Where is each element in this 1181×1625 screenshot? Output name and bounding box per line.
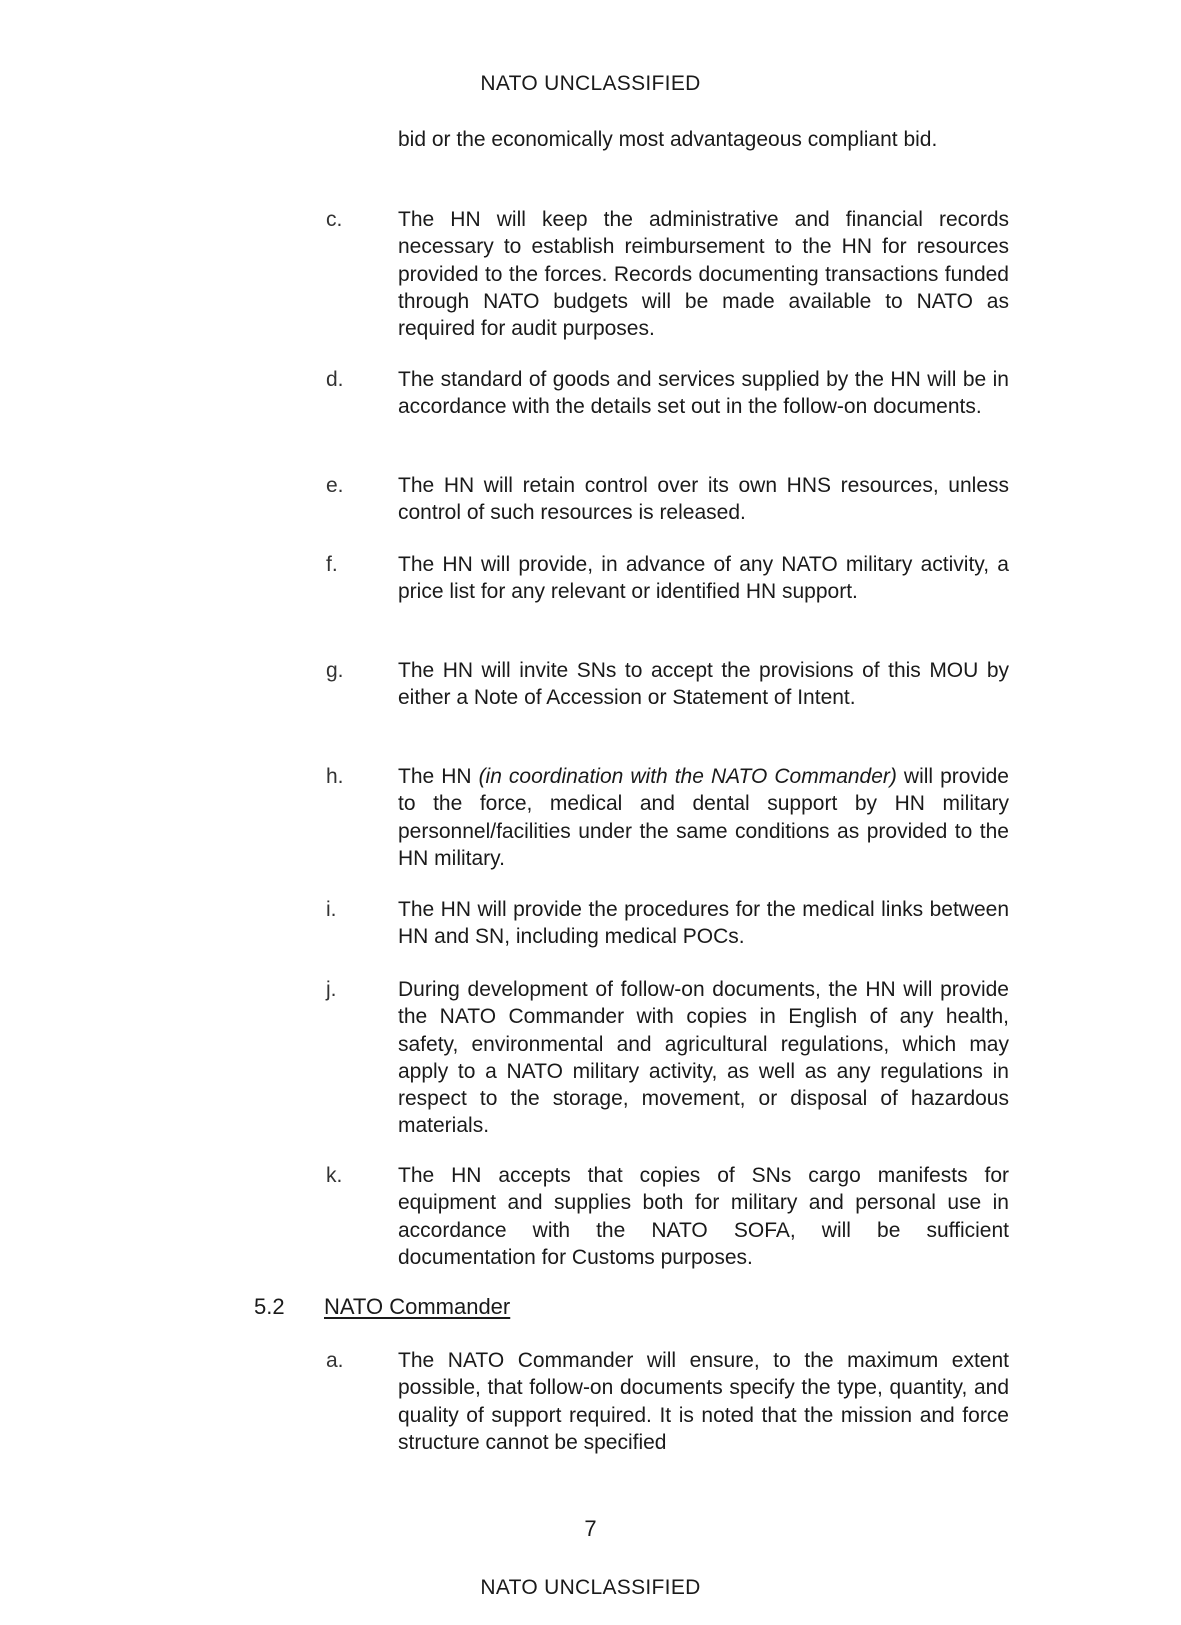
- item-text: The HN will provide the procedures for the medical links between HN and SN, including medical POCs.: [398, 898, 1009, 949]
- item-text: The HN will keep the administrative and financial records necessary to establish reimbursement to the HN for resources provided to the forces. Records documenting transactions funded through NATO budgets will be made available to NATO as required for audit purposes.: [398, 208, 1009, 341]
- item-letter: d.: [326, 368, 344, 391]
- item-text: The HN will provide, in advance of any NATO military activity, a price list for any relevant or identified HN support.: [398, 553, 1009, 604]
- item-letter: e.: [326, 474, 344, 497]
- item-text: [398, 763, 1009, 872]
- item-letter: h.: [326, 765, 344, 788]
- item-letter: j.: [326, 978, 337, 1001]
- item-text-italic: (in coordination with the NATO Commander): [478, 765, 897, 788]
- item-letter: g.: [326, 659, 344, 682]
- page-number: 7: [584, 1516, 597, 1541]
- continuation-text: bid or the economically most advantageous compliant bid.: [398, 128, 938, 151]
- item-text: The standard of goods and services supplied by the HN will be in accordance with the details set out in the follow-on documents.: [398, 368, 1009, 419]
- item-text-part: The HN: [398, 765, 479, 788]
- header-classification: NATO UNCLASSIFIED: [480, 72, 701, 95]
- item-text: The NATO Commander will ensure, to the maximum extent possible, that follow-on documents specify the type, quantity, and quality of support required. It is noted that the mission and force structure cannot be specified: [398, 1349, 1009, 1454]
- item-letter: a.: [326, 1349, 344, 1372]
- item-letter: i.: [326, 898, 337, 921]
- item-letter: k.: [326, 1164, 343, 1187]
- section-number: 5.2: [254, 1294, 285, 1319]
- section-title: NATO Commander: [324, 1294, 511, 1319]
- item-text: The HN will retain control over its own HNS resources, unless control of such resources is released.: [398, 474, 1009, 525]
- item-letter: f.: [326, 553, 338, 576]
- item-text: The HN will invite SNs to accept the provisions of this MOU by either a Note of Accession or Statement of Intent.: [398, 659, 1009, 710]
- item-text: During development of follow-on documents, the HN will provide the NATO Commander with copies in English of any health, safety, environmental and agricultural regulations, which may apply to a NATO military activity, as well as any regulations in respect to the storage, movement, or disposal of hazardous materials.: [398, 978, 1009, 1138]
- footer-classification: NATO UNCLASSIFIED: [480, 1576, 701, 1599]
- item-text: The HN accepts that copies of SNs cargo manifests for equipment and supplies both for military and personal use in accordance with the NATO SOFA, will be sufficient documentation for Customs purposes.: [398, 1164, 1009, 1269]
- item-text-part: will provide to the force, medical and dental support by HN military personnel/facilities under the same conditions as provided to the HN military.: [398, 765, 1009, 870]
- item-letter: c.: [326, 208, 343, 231]
